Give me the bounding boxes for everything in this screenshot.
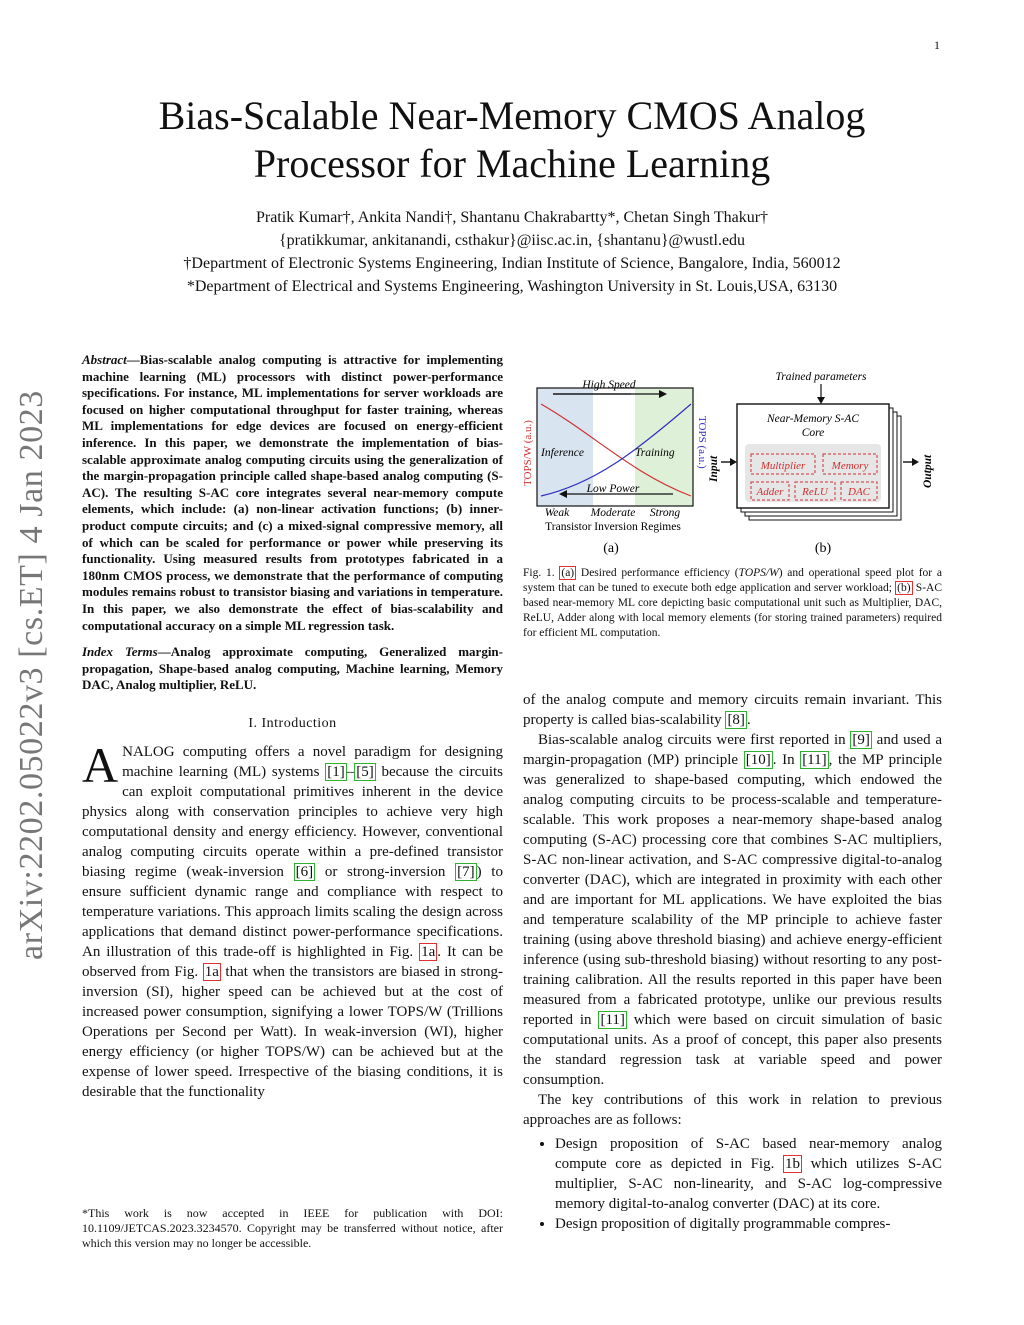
citation-link-11[interactable]: [11] <box>802 752 827 768</box>
inference-label: Inference <box>541 447 584 459</box>
citation-link-1[interactable]: [1] <box>327 764 345 781</box>
intro-text-5: that when the transistors are biased in strong-inversion (SI), higher speed can be achieved but at the cost of increased power consumption, signifying a lower TOPS/W (Trillions Operations per Second per Watt). In weak-inversion (WI), higher energy efficiency (or higher TOPS/W) can be achieved but at the expense of lower speed. Irrespective of the biasing conditions, it is desirable that the functionality <box>82 964 503 1101</box>
contributions-list <box>523 1134 942 1234</box>
panel-a-plot <box>523 379 708 556</box>
affiliation-2: *Department of Electrical and Systems Engineering, Washington University in St. Louis,USA, 63130 <box>186 278 838 295</box>
citation-link-11-second[interactable]: [11] <box>600 1012 625 1028</box>
dropcap-letter: A <box>82 737 119 794</box>
p2c-text: . In <box>772 752 801 768</box>
caption-text-3: S-AC based near-memory ML core depicting basic computational unit such as Multiplier, DAC, ReLU, Adder along with local memory elements (for storing trained parameters) required for efficient ML computation. <box>523 582 943 639</box>
x-axis-title: Transistor Inversion Regimes <box>545 521 681 533</box>
output-label: Output <box>922 454 934 488</box>
abstract <box>82 352 503 634</box>
input-label: Input <box>708 455 720 482</box>
citation-link-6[interactable]: [6] <box>295 864 314 881</box>
intro-text-1: because the circuits can exploit computational primitives inherent in the device physics along with conservation principles to achieve very high computational density and energy efficiency. However, conventional analog computing circuits operate within a pre-defined transistor biasing regime (weak-inversion <box>82 764 503 881</box>
abstract-label: Abstract <box>82 352 127 367</box>
adder-label: Adder <box>756 486 784 498</box>
p2a-text: Bias-scalable analog circuits were first reported in <box>538 732 851 748</box>
citation-link-8[interactable]: [8] <box>727 712 745 728</box>
trained-arrowhead <box>817 397 825 404</box>
author-emails: {pratikkumar, ankitanandi, csthakur}@iisc.ac.in, {shantanu}@wustl.edu <box>278 232 746 249</box>
y-left-label: TOPS/W (a.u.) <box>523 420 534 486</box>
index-terms <box>82 644 503 694</box>
footnote: *This work is now accepted in IEEE for publication with DOI: 10.1109/JETCAS.2023.3234570. Copyright may be transferred without notice, after which this version may no longer be accessible. <box>82 1206 503 1250</box>
affiliation-1: †Department of Electronic Systems Engineering, Indian Institute of Science, Bangalore, India, 560012 <box>183 255 841 272</box>
intro-dash: – <box>346 764 355 781</box>
x-tick-weak: Weak <box>544 507 570 519</box>
figure-1-svg <box>523 364 942 564</box>
citation-link-10[interactable]: [10] <box>745 752 771 768</box>
core-title-line1: Near-Memory S-AC <box>766 413 860 425</box>
dac-label: DAC <box>848 486 870 498</box>
memory-label: Memory <box>831 460 869 472</box>
bullet1-text-b: which utilizes S-AC multiplier, S-AC non-linearity, and S-AC log-compressive memory digital-to-analog converter (DAC) at its core. <box>555 1156 942 1212</box>
intro-text-3: ) to ensure sufficient dynamic range and compliance with respect to temperature variations. This approach limits scaling the design across applications that demand distinct power-performance specifications. An illustration of this trade-off is highlighted in Fig. <box>82 864 503 961</box>
citation-link-7[interactable]: [7] <box>457 864 475 881</box>
index-terms-label: Index Terms <box>82 644 158 660</box>
caption-link-a[interactable]: (a) <box>561 567 575 579</box>
x-tick-moderate: Moderate <box>590 507 636 519</box>
section-heading-introduction: I. Introduction <box>248 715 337 731</box>
training-label: Training <box>635 447 675 459</box>
paragraph-bias-scalability <box>523 690 942 730</box>
citation-link-9[interactable]: [9] <box>852 732 870 748</box>
citation-link-5[interactable]: [5] <box>356 764 374 781</box>
bullet1-text-a: Design proposition of S-AC based near-memory analog compute core as depicted in Fig. <box>555 1136 942 1172</box>
x-tick-strong: Strong <box>649 507 681 519</box>
figure-1 <box>523 364 942 564</box>
intro-text-2: or strong-inversion <box>315 864 456 881</box>
paper-title: Bias-Scalable Near-Memory CMOS Analog Processor for Machine Learning <box>158 93 866 186</box>
list-item: • Design proposition of digitally programmable compres- <box>555 1214 942 1234</box>
caption-text-1: Desired performance efficiency ( <box>576 567 739 579</box>
right-column-body <box>523 690 942 1234</box>
paragraph-contributions: The key contributions of this work in relation to previous approaches are as follows: <box>523 1092 942 1128</box>
p1-end: . <box>746 712 751 728</box>
intro-lead: NALOG computing offers a novel paradigm for designing machine learning (ML) systems <box>122 744 503 781</box>
figure-caption <box>523 566 942 641</box>
y-right-label: TOPS (a.u.) <box>696 416 708 469</box>
index-terms-text: —Analog approximate computing, Generalized margin-propagation, Shape-based analog computing, Machine learning, Memory DAC, Analog multiplier, ReLU. <box>82 644 503 693</box>
left-column <box>82 352 503 1102</box>
author-block <box>60 206 964 298</box>
p2b-text: and used a margin-propagation (MP) principle <box>523 732 943 768</box>
p2d-text: , the MP principle was generalized to shape-based computing, which endowed the analog computing circuits to be process-scalable and temperature-scalable. This work proposes a near-memory shape-based analog computing (S-AC) processing core that combines S-AC multipliers, S-AC non-linear activation, and S-AC compressive digital-to-analog converter (DAC), which are integrated in proximity with each other and are important for ML applications. We have exploited the bias and temperature scalability of the MP principle to achieve faster training (using above threshold biasing) and achieve energy-efficient inference (using sub-threshold biasing) without resorting to any post-training calibration. All the results reported in this paper have been measured from a fabricated prototype, unlike our previous results reported in <box>523 752 942 1028</box>
figure-link-1b[interactable]: 1b <box>784 1156 800 1172</box>
introduction-paragraph <box>82 737 503 1102</box>
caption-prefix: Fig. 1. <box>523 567 560 579</box>
figure-link-1a[interactable]: 1a <box>421 944 436 961</box>
page-number: 1 <box>934 38 940 52</box>
arxiv-stamp: arXiv:2202.05022v3 [cs.ET] 4 Jan 2023 <box>13 390 50 960</box>
high-speed-label: High Speed <box>582 379 636 391</box>
p1-text: of the analog compute and memory circuits remain invariant. This property is called bias-scalability <box>523 692 942 728</box>
core-title-line2: Core <box>801 427 825 439</box>
list-item <box>555 1134 942 1214</box>
abstract-text: —Bias-scalable analog computing is attractive for implementing machine learning (ML) processors with distinct power-performance specifications. For instance, ML implementations for server workloads are focused on higher computational throughput for faster training, whereas ML implementations for edge devices are focused on energy-efficient inference. In this paper, we demonstrate the implementation of bias-scalable approximate analog computing circuits using the generalization of the margin-propagation principle called shape-based analog computing (S-AC). The resulting S-AC core integrates several near-memory compute elements, which include: (a) non-linear activation functions; (b) inner-product compute circuits; and (c) a mixed-signal compressive memory, all of which can be scaled for performance or power while preserving its functionality. Using measured results from prototypes fabricated in a 180nm CMOS process, we demonstrate that the performance of computing modules remains robust to transistor biasing and variations in temperature. In this paper, we also demonstrate the effect of bias-scalability and computational accuracy on a simple ML regression task. <box>82 352 503 633</box>
output-arrowhead <box>912 458 919 466</box>
panel-b-diagram <box>708 371 934 556</box>
intro-text-4: . It can be observed from Fig. <box>82 944 503 981</box>
trained-parameters-label: Trained parameters <box>775 371 867 383</box>
relu-label: ReLU <box>802 486 828 498</box>
figure-link-1a-second[interactable]: 1a <box>204 964 219 981</box>
panel-a-label: (a) <box>603 541 619 556</box>
author-names: Pratik Kumar†, Ankita Nandi†, Shantanu Chakrabartty*, Chetan Singh Thakur† <box>255 209 769 226</box>
low-power-label: Low Power <box>586 483 640 495</box>
caption-link-b[interactable]: (b) <box>897 582 911 594</box>
paragraph-prior-work <box>523 730 942 1090</box>
multiplier-label: Multiplier <box>760 460 806 472</box>
input-arrowhead <box>730 458 737 466</box>
panel-b-label: (b) <box>814 541 832 556</box>
p2e-text: which were based on circuit simulation of basic computational units. As a proof of concept, this paper also presents the standard regression task at variable speed and power consumption. <box>523 1012 943 1088</box>
caption-text-2: ) and operational speed plot for a system that can be tuned to execute both edge application and server workload; <box>523 567 943 594</box>
caption-math: TOPS/W <box>738 567 779 579</box>
